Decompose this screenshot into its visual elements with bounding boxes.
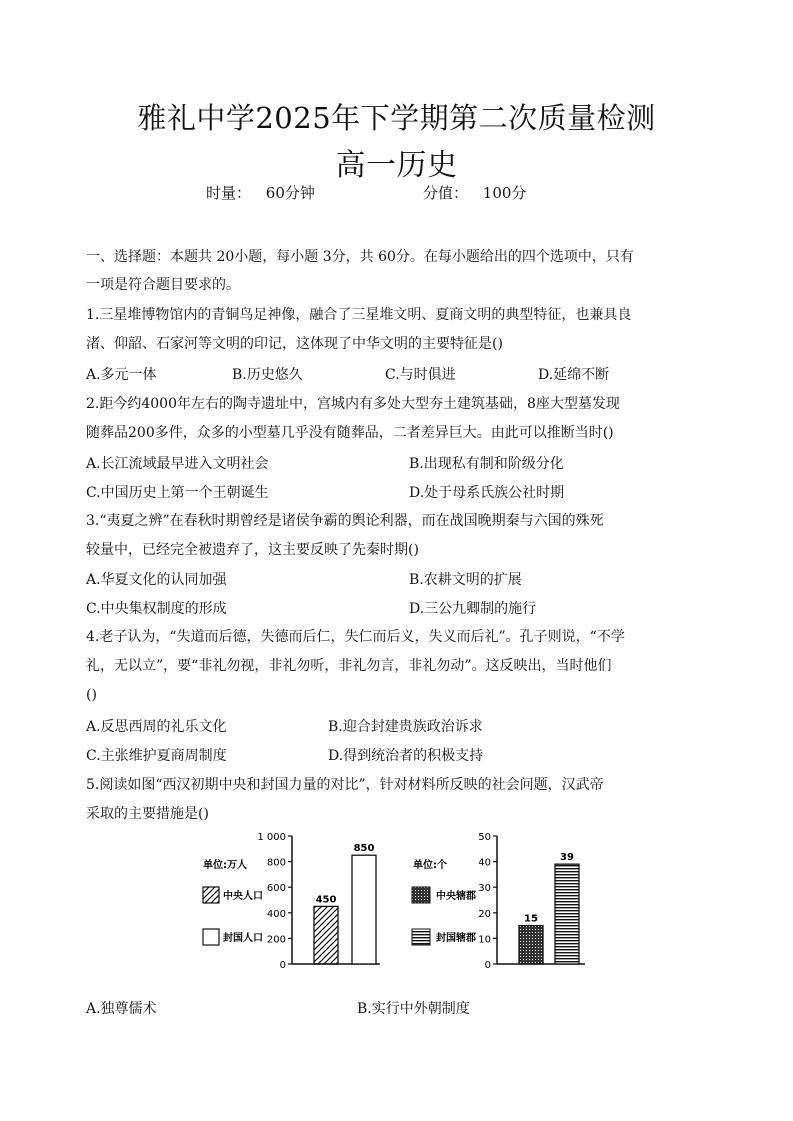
q4-option-c: C.主张维护夏商周制度 — [86, 748, 227, 764]
q3-stem-line1: 3.“夷夏之辨”在春秋时期曾经是诸侯争霸的舆论利器，而在战国晚期秦与六国的殊死 — [86, 513, 604, 529]
population-tick-label: 800 — [266, 857, 286, 869]
q5-figure-charts — [0, 826, 793, 1016]
q2-stem-line1: 2.距今约4000年左右的陶寺遗址中，宫城内有多处大型夯土建筑基础，8座大型墓发现 — [86, 396, 620, 412]
commandery-bar — [519, 926, 543, 964]
legend-fief-commanderies: 封国辖郡 — [436, 933, 476, 944]
population-tick-label: 0 — [279, 960, 286, 971]
population-data-label: 850 — [353, 843, 375, 855]
q3-option-d: D.三公九卿制的施行 — [409, 601, 537, 617]
population-tick-label: 200 — [266, 934, 286, 946]
q2-option-b: B.出现私有制和阶级分化 — [409, 456, 564, 472]
legend-central-population: 中央人口 — [223, 891, 263, 902]
q1-stem-line2: 渚、仰韶、石家河等文明的印记，这体现了中华文明的主要特征是() — [86, 336, 503, 352]
time-limit — [206, 182, 315, 203]
q4-stem-line2: 礼，无以立”，要“非礼勿视，非礼勿听，非礼勿言，非礼勿动”。这反映出，当时他们 — [86, 658, 612, 674]
legend-swatch-central-population — [203, 887, 219, 903]
commandery-tick-label: 40 — [478, 857, 491, 869]
score-value: 100分 — [482, 184, 527, 202]
q2-option-c: C.中国历史上第一个王朝诞生 — [86, 485, 269, 501]
time-value: 60分钟 — [265, 184, 315, 202]
commandery-tick-label: 0 — [484, 960, 491, 971]
q5-option-a: A.独尊儒术 — [86, 1001, 157, 1017]
q4-stem-line3: () — [86, 687, 97, 703]
q5-stem-line2: 采取的主要措施是() — [86, 806, 209, 822]
q1-option-d: D.延绵不断 — [538, 367, 610, 383]
commandery-tick-label: 30 — [478, 883, 491, 895]
commandery-tick-label: 10 — [478, 934, 491, 946]
q2-stem-line2: 随葬品200多件，众多的小型墓几乎没有随葬品，二者差异巨大。由此可以推断当时() — [86, 425, 614, 441]
q2-option-d: D.处于母系氏族公社时期 — [409, 485, 565, 501]
q3-option-b: B.农耕文明的扩展 — [409, 572, 522, 588]
q3-option-a: A.华夏文化的认同加强 — [86, 572, 227, 588]
q4-option-b: B.迎合封建贵族政治诉求 — [328, 719, 483, 735]
exam-title: 雅礼中学2025年下学期第二次质量检测 — [137, 101, 656, 135]
q4-option-a: A.反思西周的礼乐文化 — [86, 719, 227, 735]
q5-stem-line1: 5.阅读如图“西汉初期中央和封国力量的对比”，针对材料所反映的社会问题，汉武帝 — [86, 777, 604, 793]
legend-central-commanderies: 中央辖郡 — [436, 891, 476, 902]
population-tick-label: 600 — [266, 883, 286, 895]
q4-option-d: D.得到统治者的积极支持 — [328, 748, 484, 764]
time-label: 时量： — [206, 184, 252, 202]
q1-option-a: A.多元一体 — [86, 367, 157, 383]
score-total — [423, 182, 526, 203]
population-tick-label: 1 000 — [257, 832, 286, 843]
q2-option-a: A.长江流域最早进入文明社会 — [86, 456, 269, 472]
population-tick-label: 400 — [266, 908, 286, 920]
score-label: 分值： — [423, 184, 469, 202]
population-chart — [203, 832, 380, 971]
commandery-bar — [555, 864, 579, 964]
population-bar — [314, 906, 338, 964]
q3-option-c: C.中央集权制度的形成 — [86, 601, 227, 617]
q1-option-b: B.历史悠久 — [232, 367, 303, 383]
commandery-unit-label: 单位:个 — [413, 860, 447, 871]
population-unit-label: 单位:万人 — [203, 860, 247, 871]
commandery-data-label: 15 — [524, 913, 538, 925]
population-data-label: 450 — [315, 894, 337, 906]
commandery-chart — [412, 832, 585, 971]
commandery-data-label: 39 — [560, 852, 574, 864]
legend-swatch-fief-commanderies — [412, 929, 430, 945]
q1-option-c: C.与时俱进 — [385, 367, 456, 383]
population-bar — [352, 855, 376, 964]
section-instructions-line1: 一、选择题：本题共 20小题，每小题 3分，共 60分。在每小题给出的四个选项中，只有 — [86, 249, 634, 265]
q1-stem-line1: 1.三星堆博物馆内的青铜鸟足神像，融合了三星堆文明、夏商文明的典型特征，也兼具良 — [86, 307, 632, 323]
legend-swatch-central-commanderies — [412, 887, 430, 903]
commandery-tick-label: 20 — [478, 908, 491, 920]
section-instructions-line2: 一项是符合题目要求的。 — [86, 277, 240, 293]
q3-stem-line2: 较量中，已经完全被遗弃了，这主要反映了先秦时期() — [86, 542, 419, 558]
legend-fief-population: 封国人口 — [223, 933, 263, 944]
legend-swatch-fief-population — [203, 929, 219, 945]
exam-subject: 高一历史 — [335, 148, 458, 183]
commandery-tick-label: 50 — [478, 832, 491, 843]
q4-stem-line1: 4.老子认为，“失道而后德，失德而后仁，失仁而后义，失义而后礼”。孔子则说，“不学 — [86, 629, 625, 645]
q5-option-b: B.实行中外朝制度 — [357, 1001, 470, 1017]
